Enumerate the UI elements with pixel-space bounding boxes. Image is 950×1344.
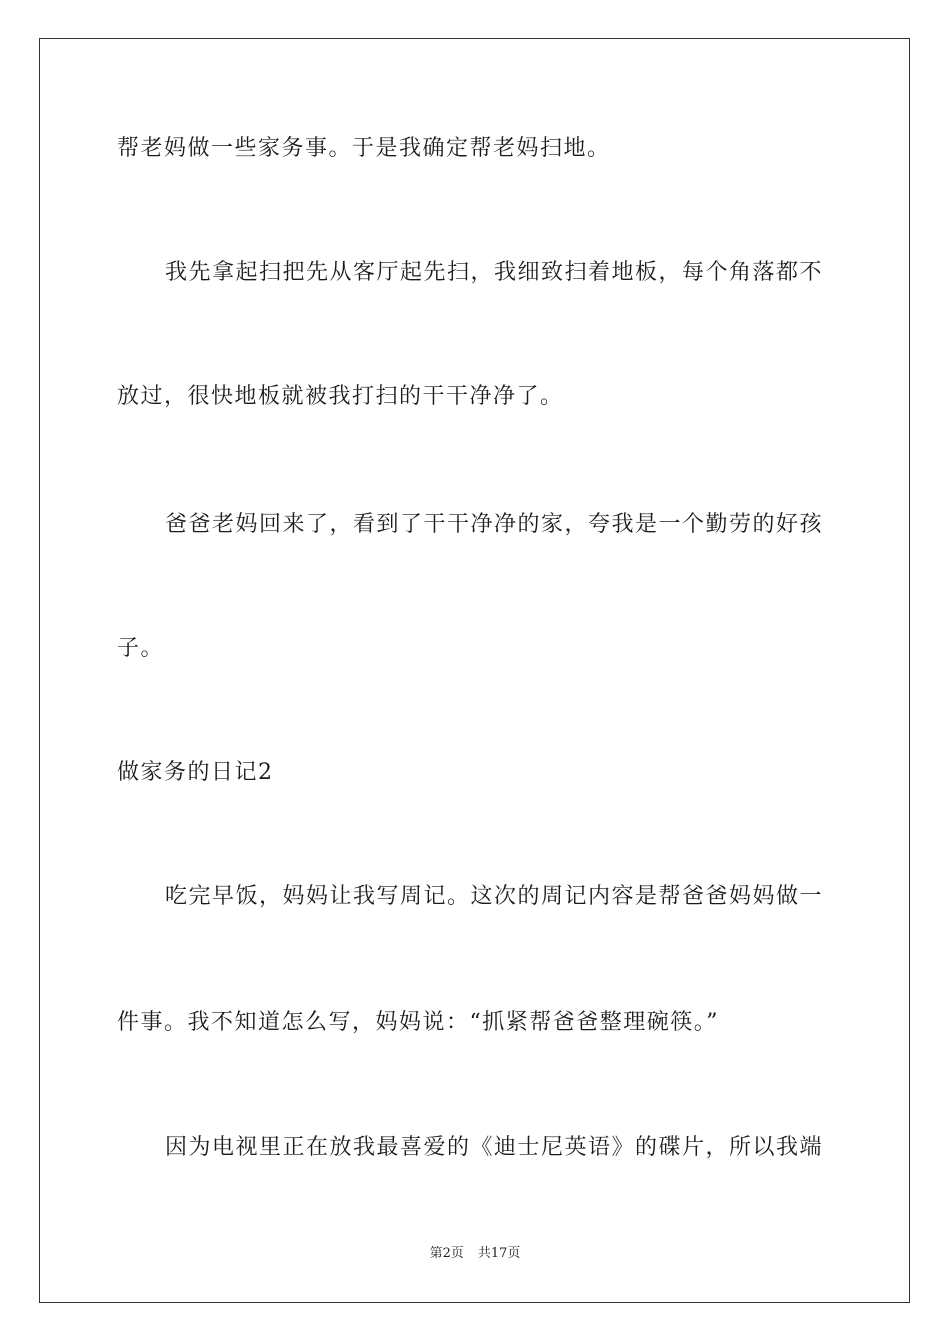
text-line: 帮老妈做一些家务事。于是我确定帮老妈扫地。 (117, 136, 611, 161)
text-line: 件事。我不知道怎么写，妈妈说：“抓紧帮爸爸整理碗筷。” (117, 1010, 719, 1035)
text-line: 子。 (117, 636, 165, 661)
page-footer (0, 1245, 950, 1263)
page-total: 共17页 (477, 1246, 521, 1261)
text-line: 爸爸老妈回来了，看到了干干净净的家，夸我是一个勤劳的好孩 (165, 512, 824, 537)
text-line: 吃完早饭，妈妈让我写周记。这次的周记内容是帮爸爸妈妈做一 (165, 884, 824, 909)
page-number: 第2页 (429, 1246, 464, 1261)
text-line: 我先拿起扫把先从客厅起先扫，我细致扫着地板，每个角落都不 (165, 260, 824, 285)
page-border (39, 38, 910, 1303)
text-line: 放过，很快地板就被我打扫的干干净净了。 (117, 384, 564, 409)
text-line: 因为电视里正在放我最喜爱的《迪士尼英语》的碟片，所以我端 (165, 1135, 824, 1160)
section-heading: 做家务的日记2 (117, 760, 274, 785)
